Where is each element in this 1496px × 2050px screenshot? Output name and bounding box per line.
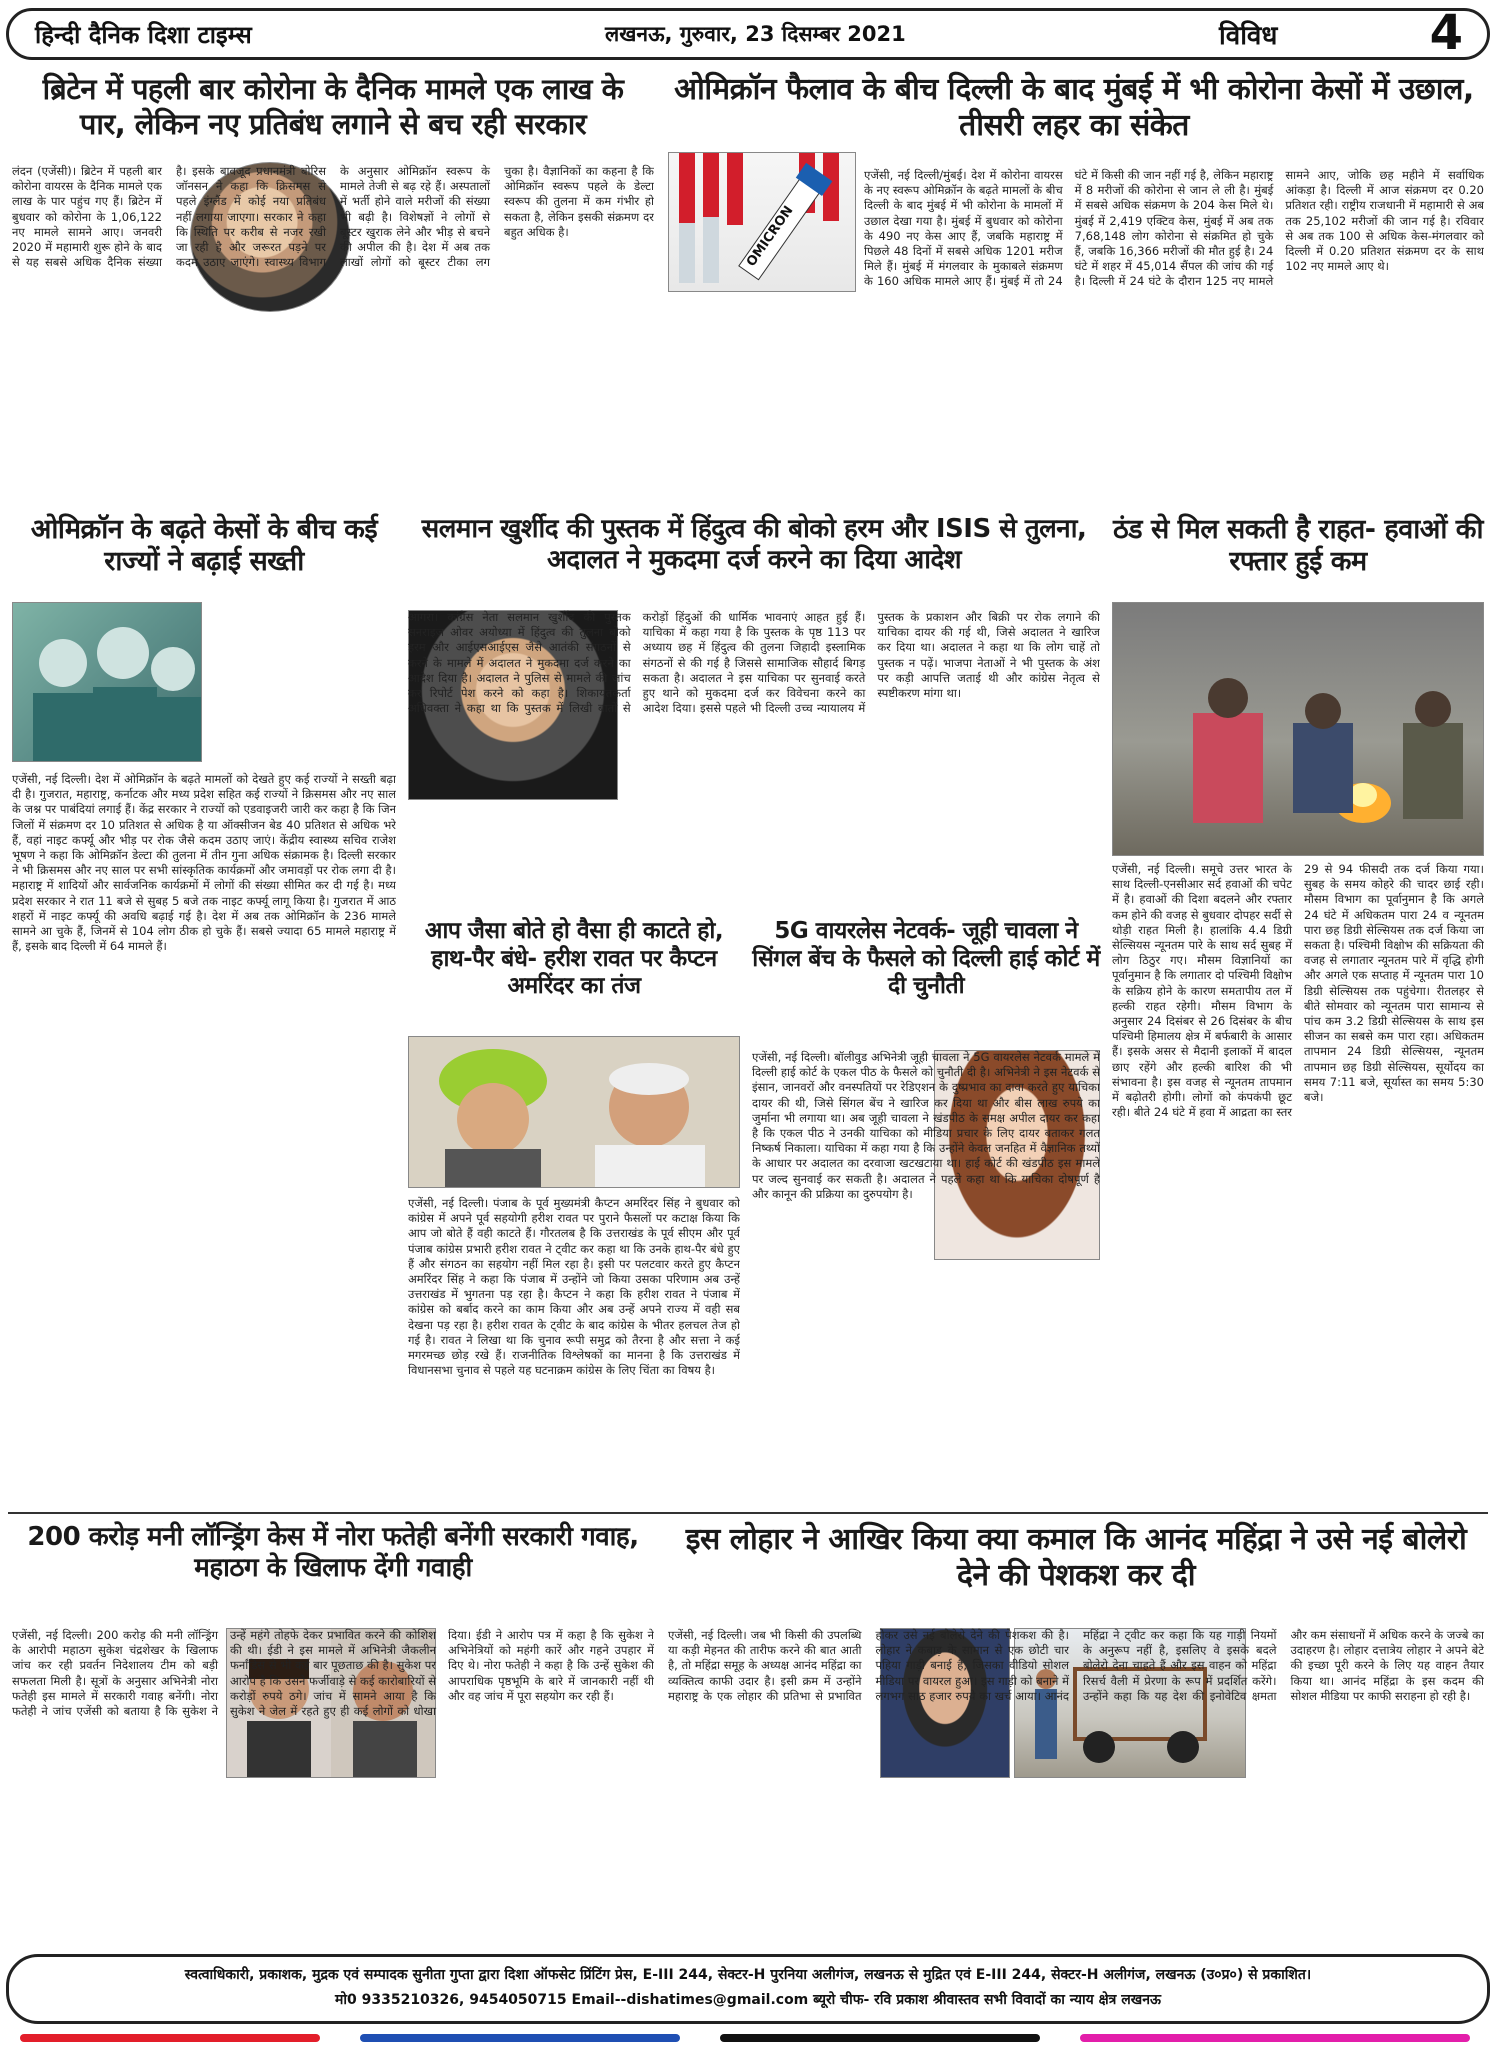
article-mahindra <box>664 1518 1488 1948</box>
article-cold <box>1108 510 1488 1510</box>
body-britain: लंदन (एजेंसी)। ब्रिटेन में पहली बार कोरोना वायरस के दैनिक मामले एक लाख के पार पहुंच गए हैं। ब्रिटेन में बुधवार को कोरोना के 1,06,122 नए मामले सामने आए। जनवरी 2020 में महामारी शुरू होने के बाद से यह सबसे अधिक दैनिक संख्या है। इसके बावजूद प्रधानमंत्री बोरिस जॉनसन ने कहा कि क्रिसमस से पहले इंग्लैंड में कोई नया प्रतिबंध नहीं लगाया जाएगा। सरकार ने कहा कि स्थिति पर करीब से नजर रखी जा रही है और जरूरत पड़ने पर कदम उठाए जाएंगे। स्वास्थ्य विभाग के अनुसार ओमिक्रॉन स्वरूप के मामले तेजी से बढ़ रहे हैं। अस्पतालों में भर्ती होने वाले मरीजों की संख्या भी बढ़ी है। विशेषज्ञों ने लोगों से बूस्टर खुराक लेने और भीड़ से बचने की अपील की है। देश में अब तक लाखों लोगों को बूस्टर टीका लग चुका है। वैज्ञानिकों का कहना है कि ओमिक्रॉन स्वरूप पहले के डेल्टा स्वरूप की तुलना में कम गंभीर हो सकता है, लेकिन इसकी संक्रमण दर बहुत अधिक है। <box>12 164 654 270</box>
dateline: लखनऊ, गुरुवार, 23 दिसम्बर 2021 <box>605 22 906 46</box>
headline-cold: ठंड से मिल सकती है राहत- हवाओं की रफ्तार हुई कम <box>1113 514 1483 578</box>
photo-health-workers <box>12 602 202 762</box>
body-rawat: एजेंसी, नई दिल्ली। पंजाब के पूर्व मुख्यमंत्री कैप्टन अमरिंदर सिंह ने बुधवार को कांग्रेस में अपने पूर्व सहयोगी हरीश रावत पर पुराने फैसलों पर कटाक्ष किया कि आप जो बोते हैं वही काटते हैं। गौरतलब है कि उत्तराखंड के पूर्व सीएम और पूर्व पंजाब कांग्रेस प्रभारी हरीश रावत ने ट्वीट कर कहा था कि उनके हाथ-पैर बंधे हुए हैं और संगठन का सहयोग नहीं मिल रहा है। इसी पर पलटवार करते हुए कैप्टन अमरिंदर सिंह ने कहा कि पंजाब में उन्होंने जो किया उसका परिणाम अब उन्हें उत्तराखंड में भुगतना पड़ रहा है। कैप्टन ने कहा कि हरीश रावत ने पंजाब में कांग्रेस को बर्बाद करने का काम किया और अब उन्हें अपने राज्य में वही सब देखना पड़ रहा है। हरीश रावत के ट्वीट के बाद कांग्रेस के भीतर हलचल तेज हो गई है। रावत ने लिखा था कि चुनाव रूपी समुद्र को तैरना है और सत्ता ने कई मगरमच्छ छोड़ रखे हैं। राजनीतिक विश्लेषकों का मानना है कि उत्तराखंड में विधानसभा चुनाव से पहले यह घटनाक्रम कांग्रेस के लिए चिंता का विषय है। <box>408 1196 740 1378</box>
section-divider <box>8 1512 1488 1514</box>
headline-juhi: 5G वायरलेस नेटवर्क- जूही चावला ने सिंगल बेंच के फैसले को दिल्ली हाई कोर्ट में दी चुनौती <box>752 918 1100 1000</box>
bonfire-illustration <box>1113 603 1484 856</box>
leaders-illustration <box>409 1037 740 1188</box>
section-name: विविध <box>1219 21 1278 51</box>
body-mumbai: एजेंसी, नई दिल्ली/मुंबई। देश में कोरोना वायरस के नए स्वरूप ओमिक्रॉन के बढ़ते मामलों के बीच दिल्ली के बाद मुंबई में भी कोरोना के मामलों में उछाल देखा गया है। मुंबई में बुधवार को कोरोना के 490 नए केस आए हैं, जबकि महाराष्ट्र में पिछले 48 दिनों में सबसे अधिक 1201 मरीज मिले हैं। मुंबई में मंगलवार के मुकाबले संक्रमण के 160 अधिक मामले आए हैं। मुंबई में तो 24 घंटे में किसी की जान नहीं गई है, लेकिन महाराष्ट्र में 8 मरीजों की कोरोना से जान ले ली है। मुंबई में सबसे अधिक संक्रमण के 204 केस मिले थे। मुंबई में 2,419 एक्टिव केस, मुंबई में अब तक 7,68,148 लोग कोरोना से संक्रमित हो चुके हैं, जबकि 16,366 मरीजों की मौत हुई है। 24 घंटे में शहर में 45,014 सैंपल की जांच की गई है। दिल्ली में 24 घंटे के दौरान 125 नए मामले सामने आए, जोकि छह महीने में सर्वाधिक आंकड़ा है। दिल्ली में आज संक्रमण दर 0.20 प्रतिशत रही। राष्ट्रीय राजधानी में महामारी से अब तक 25,102 मरीजों की जान गई है। रविवार से अब तक 100 से अधिक केस-मंगलवार को दिल्ली में 0.20 प्रतिशत संक्रमण दर के साथ 102 नए मामले आए थे। <box>864 168 1484 289</box>
body-mahindra: एजेंसी, नई दिल्ली। जब भी किसी की उपलब्धि या कड़ी मेहनत की तारीफ करने की बात आती है, तो महिंद्रा समूह के अध्यक्ष आनंद महिंद्रा का व्यक्तित्व काफी उदार है। इसी क्रम में उन्होंने महाराष्ट्र के एक लोहार की प्रतिभा से प्रभावित होकर उसे नई बोलेरो देने की पेशकश की है। लोहार ने कबाड़ के सामान से एक छोटी चार पहिया गाड़ी बनाई है, जिसका वीडियो सोशल मीडिया पर वायरल हुआ। इस गाड़ी को बनाने में लगभग साठ हजार रुपये का खर्च आया। आनंद महिंद्रा ने ट्वीट कर कहा कि यह गाड़ी नियमों के अनुरूप नहीं है, इसलिए वे इसके बदले बोलेरो देना चाहते हैं और इस वाहन को महिंद्रा रिसर्च वैली में प्रेरणा के रूप में प्रदर्शित करेंगे। उन्होंने कहा कि यह देश की इनोवेटिव क्षमता और कम संसाधनों में अधिक करने के जज्बे का उदाहरण है। लोहार दत्तात्रेय लोहार ने अपने बेटे की इच्छा पूरी करने के लिए यह वाहन तैयार किया था। आनंद महिंद्रा के इस कदम की सोशल मीडिया पर काफी सराहना हो रही है। <box>668 1628 1484 1703</box>
article-states <box>8 510 400 1510</box>
photo-omicron-vials <box>668 152 856 292</box>
article-khurshid <box>404 510 1104 910</box>
body-juhi: एजेंसी, नई दिल्ली। बॉलीवुड अभिनेत्री जूही चावला ने 5G वायरलेस नेटवर्क मामले में दिल्ली हाई कोर्ट के एकल पीठ के फैसले को चुनौती दी है। अभिनेत्री ने इस नेटवर्क से इंसान, जानवरों और वनस्पतियों पर रेडिएशन के दुष्प्रभाव का दावा करते हुए याचिका दायर की थी, जिसे सिंगल बेंच ने खारिज कर दिया था और बीस लाख रुपये का जुर्माना भी लगाया था। अब जूही चावला ने खंडपीठ के समक्ष अपील दायर कर कहा है कि एकल पीठ ने उनकी याचिका को मीडिया प्रचार के लिए दायर बताकर गलत निष्कर्ष निकाला। याचिका में कहा गया है कि उन्होंने केवल जनहित में वैज्ञानिक तथ्यों के आधार पर अदालत का दरवाजा खटखटाया था। हाई कोर्ट की खंडपीठ इस मामले पर जल्द सुनवाई कर सकती है। अदालत ने पहले कहा था कि याचिका दोषपूर्ण है और कानून की प्रक्रिया का दुरुपयोग है। <box>752 1050 1100 1201</box>
contact-line: मो0 9335210326, 9454050715 Email--dishatimes@gmail.com ब्यूरो चीफ- रवि प्रकाश श्रीवास्तव सभी विवादों का न्याय क्षेत्र लखनऊ <box>335 1992 1161 2008</box>
imprint-line: स्वत्वाधिकारी, प्रकाशक, मुद्रक एवं सम्पादक सुनीता गुप्ता द्वारा दिशा ऑफसेट प्रिंटिंग प्रेस, E-III 244, सेक्टर-H पुरनिया अलीगंज, लखनऊ से मुद्रित एवं E-III 244, सेक्टर-H अलीगंज, लखनऊ (उ०प्र०) से प्रकाशित। <box>184 1967 1312 1983</box>
decorative-color-bars <box>0 2030 1496 2044</box>
health-workers-illustration <box>13 603 202 762</box>
article-mumbai <box>664 68 1488 498</box>
article-britain <box>8 68 658 498</box>
body-nora: एजेंसी, नई दिल्ली। 200 करोड़ की मनी लॉन्ड्रिंग के आरोपी महाठग सुकेश चंद्रशेखर के खिलाफ जांच कर रही प्रवर्तन निदेशालय टीम को बड़ी सफलता मिली है। सूत्रों के अनुसार अभिनेत्री नोरा फतेही इस मामले में सरकारी गवाह बनेंगी। नोरा फतेही ने जांच एजेंसी को बताया है कि सुकेश ने उन्हें महंगे तोहफे देकर प्रभावित करने की कोशिश की थी। ईडी ने इस मामले में अभिनेत्री जैकलीन फर्नांडिस से भी कई बार पूछताछ की है। सुकेश पर आरोप है कि उसने फर्जीवाड़े से कई कारोबारियों से करोड़ों रुपये ठगे। जांच में सामने आया है कि सुकेश ने जेल में रहते हुए ही कई लोगों को धोखा दिया। ईडी ने आरोप पत्र में कहा है कि सुकेश ने अभिनेत्रियों को महंगी कारें और गहने उपहार में दिए थे। नोरा फतेही ने कहा है कि उन्हें सुकेश की आपराधिक पृष्ठभूमि के बारे में जानकारी नहीं थी और वह जांच में पूरा सहयोग कर रही हैं। <box>12 1628 654 1719</box>
page-number: 4 <box>1429 5 1463 61</box>
article-nora <box>8 1518 658 1948</box>
headline-mahindra: इस लोहार ने आखिर किया क्या कमाल कि आनंद महिंद्रा ने उसे नई बोलेरो देने की पेशकश कर दी <box>685 1522 1467 1593</box>
headline-rawat: आप जैसा बोते हो वैसा ही काटते हो, हाथ-पैर बंधे- हरीश रावत पर कैप्टन अमरिंदर का तंज <box>424 918 724 1000</box>
headline-britain: ब्रिटेन में पहली बार कोरोना के दैनिक मामले एक लाख के पार, लेकिन नए प्रतिबंध लगाने से बच रही सरकार <box>42 72 624 141</box>
imprint-footer <box>6 1954 1490 2024</box>
paper-name: हिन्दी दैनिक दिशा टाइम्स <box>35 20 252 49</box>
omicron-label: OMICRON <box>743 203 797 270</box>
body-cold: एजेंसी, नई दिल्ली। समूचे उत्तर भारत के साथ दिल्ली-एनसीआर सर्द हवाओं की चपेट में है। हवाओं की दिशा बदलने और रफ्तार कम होने की वजह से बुधवार दोपहर सर्दी से थोड़ी राहत मिली है। हालांकि 4.4 डिग्री सेल्सियस न्यूनतम पारे के साथ सर्द सुबह में लोग ठिठुर गए। मौसम विज्ञानियों का पूर्वानुमान है कि लगातार दो पश्चिमी विक्षोभ के सक्रिय होने के कारण समतापीय तल में हल्की राहत रहेगी। मौसम विभाग के अनुसार 24 दिसंबर से 26 दिसंबर के बीच पश्चिमी हिमालय क्षेत्र में बर्फबारी के आसार हैं। इसके असर से मैदानी इलाकों में बादल छाए रहेंगे और हल्की बारिश की भी संभावना है। इस वजह से न्यूनतम तापमान में बढ़ोतरी होगी। लोगों को कंपकंपी छूट रही। बीते 24 घंटे में हवा में आद्रता का स्तर 29 से 94 फीसदी तक दर्ज किया गया। सुबह के समय कोहरे की चादर छाई रही। मौसम विभाग का पूर्वानुमान है कि अगले 24 घंटे में अधिकतम पारा 24 व न्यूनतम पारा छह डिग्री सेल्सियस तक दर्ज किया जा सकता है। पश्चिमी विक्षोभ की सक्रियता की वजह से लगातार न्यूनतम पारे में वृद्धि होगी और अगले एक सप्ताह में न्यूनतम पारा 10 डिग्री सेल्सियस तक पहुंचेगा। रीतलहर से बीते सोमवार को न्यूनतम पारा सामान्य से पांच कम 3.2 डिग्री सेल्सियस के साथ इस सीजन का सबसे कम पारा रहा। अधिकतम तापमान 24 डिग्री सेल्सियस, न्यूनतम तापमान छह डिग्री सेल्सियस, सूर्योदय का समय 7:11 बजे, सूर्यास्त का समय 5:30 बजे। <box>1112 862 1484 1120</box>
article-juhi <box>748 914 1104 1510</box>
headline-states: ओमिक्रॉन के बढ़ते केसों के बीच कई राज्यों ने बढ़ाई सख्ती <box>30 514 378 578</box>
body-states: एजेंसी, नई दिल्ली। देश में ओमिक्रॉन के बढ़ते मामलों को देखते हुए कई राज्यों ने सख्ती बढ़ा दी है। गुजरात, महाराष्ट्र, कर्नाटक और मध्य प्रदेश सहित कई राज्यों ने क्रिसमस और नए साल के जश्न पर पाबंदियां लगाई हैं। केंद्र सरकार ने राज्यों को एडवाइजरी जारी कर कहा है कि जिन जिलों में संक्रमण दर 10 प्रतिशत से अधिक है या ऑक्सीजन बेड 40 प्रतिशत से अधिक भरे हैं, वहां नाइट कर्फ्यू और भीड़ पर रोक जैसे कदम उठाए जाएं। केंद्रीय स्वास्थ्य सचिव राजेश भूषण ने कहा कि ओमिक्रॉन डेल्टा की तुलना में तीन गुना अधिक संक्रामक है। दिल्ली सरकार ने भी क्रिसमस और नए साल पर सभी सांस्कृतिक कार्यक्रमों और जमावड़ों पर रोक लगा दी है। महाराष्ट्र में शादियों और सार्वजनिक कार्यक्रमों में लोगों की संख्या सीमित कर दी गई है। मध्य प्रदेश सरकार ने रात 11 बजे से सुबह 5 बजे तक नाइट कर्फ्यू लागू किया है। गुजरात में आठ शहरों में नाइट कर्फ्यू की अवधि बढ़ाई गई है। देश में अब तक ओमिक्रॉन के 236 मामले सामने आ चुके हैं, जिनमें से 104 लोग ठीक हो चुके हैं। सबसे ज्यादा 65 मामले महाराष्ट्र में हैं, इसके बाद दिल्ली में 64 मामले हैं। <box>12 772 396 954</box>
article-rawat <box>404 914 744 1510</box>
photo-people-bonfire <box>1112 602 1484 856</box>
headline-khurshid: सलमान खुर्शीद की पुस्तक में हिंदुत्व की बोको हरम और ISIS से तुलना, अदालत ने मुकदमा दर्ज करने का दिया आदेश <box>421 514 1087 576</box>
body-khurshid: आगरा। कांग्रेस नेता सलमान खुर्शीद की पुस्तक सनराइज ओवर अयोध्या में हिंदुत्व की तुलना बोको हरम और आईएसआईएस जैसे आतंकी संगठनों से करने के मामले में अदालत ने मुकदमा दर्ज करने का आदेश दिया है। अदालत ने पुलिस से मामले की जांच कर रिपोर्ट पेश करने को कहा है। शिकायतकर्ता अधिवक्ता ने कहा था कि पुस्तक में लिखी बातों से करोड़ों हिंदुओं की धार्मिक भावनाएं आहत हुई हैं। याचिका में कहा गया है कि पुस्तक के पृष्ठ 113 पर अध्याय छह में हिंदुत्व की तुलना जिहादी इस्लामिक संगठनों से की गई है जिससे सामाजिक सौहार्द बिगड़ सकता है। अदालत ने इस याचिका पर सुनवाई करते हुए थाने को मुकदमा दर्ज कर विवेचना करने का आदेश दिया। इससे पहले भी दिल्ली उच्च न्यायालय में पुस्तक के प्रकाशन और बिक्री पर रोक लगाने की याचिका दायर की गई थी, जिसे अदालत ने खारिज कर दिया था। अदालत ने कहा था कि लोग चाहें तो पुस्तक न पढ़ें। भाजपा नेताओं ने भी पुस्तक के अंश पर कड़ी आपत्ति जताई थी और कांग्रेस नेतृत्व से स्पष्टीकरण मांगा था। <box>408 610 1100 716</box>
vials-illustration <box>669 153 856 292</box>
masthead <box>6 5 1490 61</box>
headline-mumbai: ओमिक्रॉन फैलाव के बीच दिल्ली के बाद मुंबई में भी कोरोना केसों में उछाल, तीसरी लहर का संकेत <box>674 72 1474 143</box>
photo-amarinder-rawat <box>408 1036 740 1188</box>
headline-nora: 200 करोड़ मनी लॉन्ड्रिंग केस में नोरा फतेही बनेंगी सरकारी गवाह, महाठग के खिलाफ देंगी गवाही <box>27 1522 639 1584</box>
